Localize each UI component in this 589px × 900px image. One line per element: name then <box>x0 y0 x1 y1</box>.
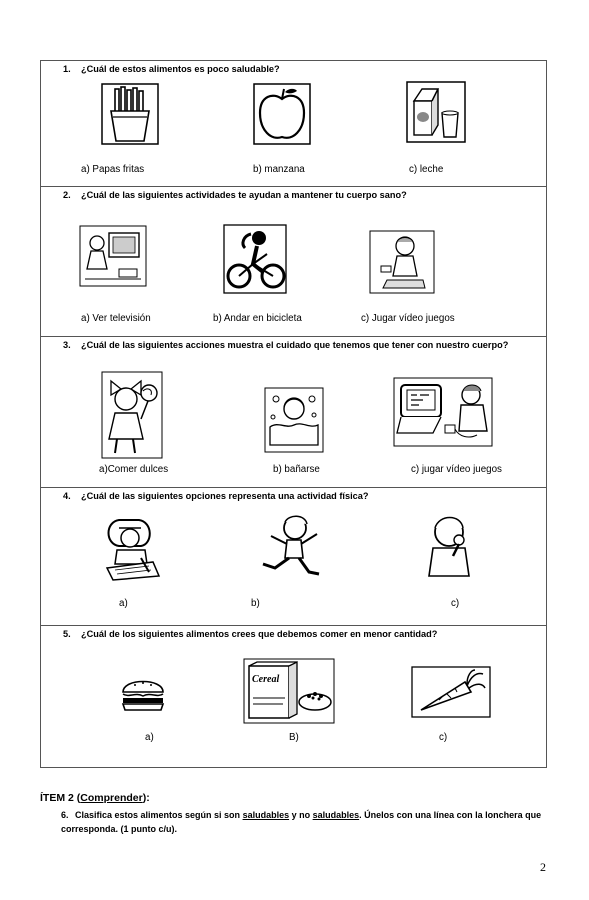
french-fries-icon <box>101 83 159 145</box>
boy-running-icon <box>253 514 329 584</box>
child-watching-tv-icon <box>79 225 147 287</box>
question-1-option-b: b) manzana <box>253 164 305 175</box>
question-3 <box>41 337 546 488</box>
girl-writing-icon <box>101 514 165 582</box>
girl-riding-bicycle-icon <box>223 224 287 294</box>
question-4-option-c: c) <box>451 598 460 609</box>
question-4-option-a: a) <box>119 598 128 609</box>
apple-icon <box>253 83 311 145</box>
question-5-option-a: a) <box>145 732 154 743</box>
question-4 <box>41 488 546 626</box>
question-1 <box>41 61 546 187</box>
question-1-title: 1. ¿Cuál de estos alimentos es poco saludable? <box>63 64 280 74</box>
boy-at-computer-icon <box>393 377 493 447</box>
question-1-option-a: a) Papas fritas <box>81 164 145 175</box>
question-5 <box>41 626 546 769</box>
question-6: 6. Clasifica estos alimentos según si son saludables y no saludables. Únelos con una línea con la lonchera que corresponda. (1 punto c/u). <box>61 810 542 834</box>
milk-carton-icon <box>406 81 466 143</box>
boy-playing-videogame-icon <box>369 230 435 294</box>
question-2 <box>41 187 546 337</box>
page-number: 2 <box>540 860 546 874</box>
question-3-option-c: c) jugar vídeo juegos <box>411 464 502 475</box>
question-1-option-c: c) leche <box>409 164 444 175</box>
cereal-box-icon <box>243 658 335 724</box>
question-5-option-c: c) <box>439 732 448 743</box>
item-2-heading: ÍTEM 2 (Comprender): <box>40 792 150 804</box>
question-5-option-b: B) <box>289 732 299 743</box>
question-4-option-b: b) <box>251 598 260 609</box>
carrot-icon <box>411 666 491 718</box>
hamburger-icon <box>121 676 165 712</box>
questions-table <box>40 60 547 768</box>
question-2-option-b: b) Andar en bicicleta <box>213 313 302 324</box>
question-3-option-b: b) bañarse <box>273 464 320 475</box>
question-2-option-c: c) Jugar vídeo juegos <box>361 313 455 324</box>
question-5-title: 5. ¿Cuál de los siguientes alimentos crees que debemos comer en menor cantidad? <box>63 629 438 639</box>
svg-text:Cereal: Cereal <box>252 674 280 685</box>
child-bathing-icon <box>264 387 324 453</box>
boy-eating-icon <box>425 512 477 580</box>
girl-with-lollipop-icon <box>101 371 163 459</box>
question-2-option-a: a) Ver televisión <box>81 313 151 324</box>
question-2-title: 2. ¿Cuál de las siguientes actividades te ayudan a mantener tu cuerpo sano? <box>63 190 407 200</box>
question-3-title: 3. ¿Cuál de las siguientes acciones muestra el cuidado que tenemos que tener con nuestro cuerpo? <box>63 340 509 350</box>
question-4-title: 4. ¿Cuál de las siguientes opciones representa una actividad física? <box>63 491 369 501</box>
question-3-option-a: a)Comer dulces <box>99 464 169 475</box>
